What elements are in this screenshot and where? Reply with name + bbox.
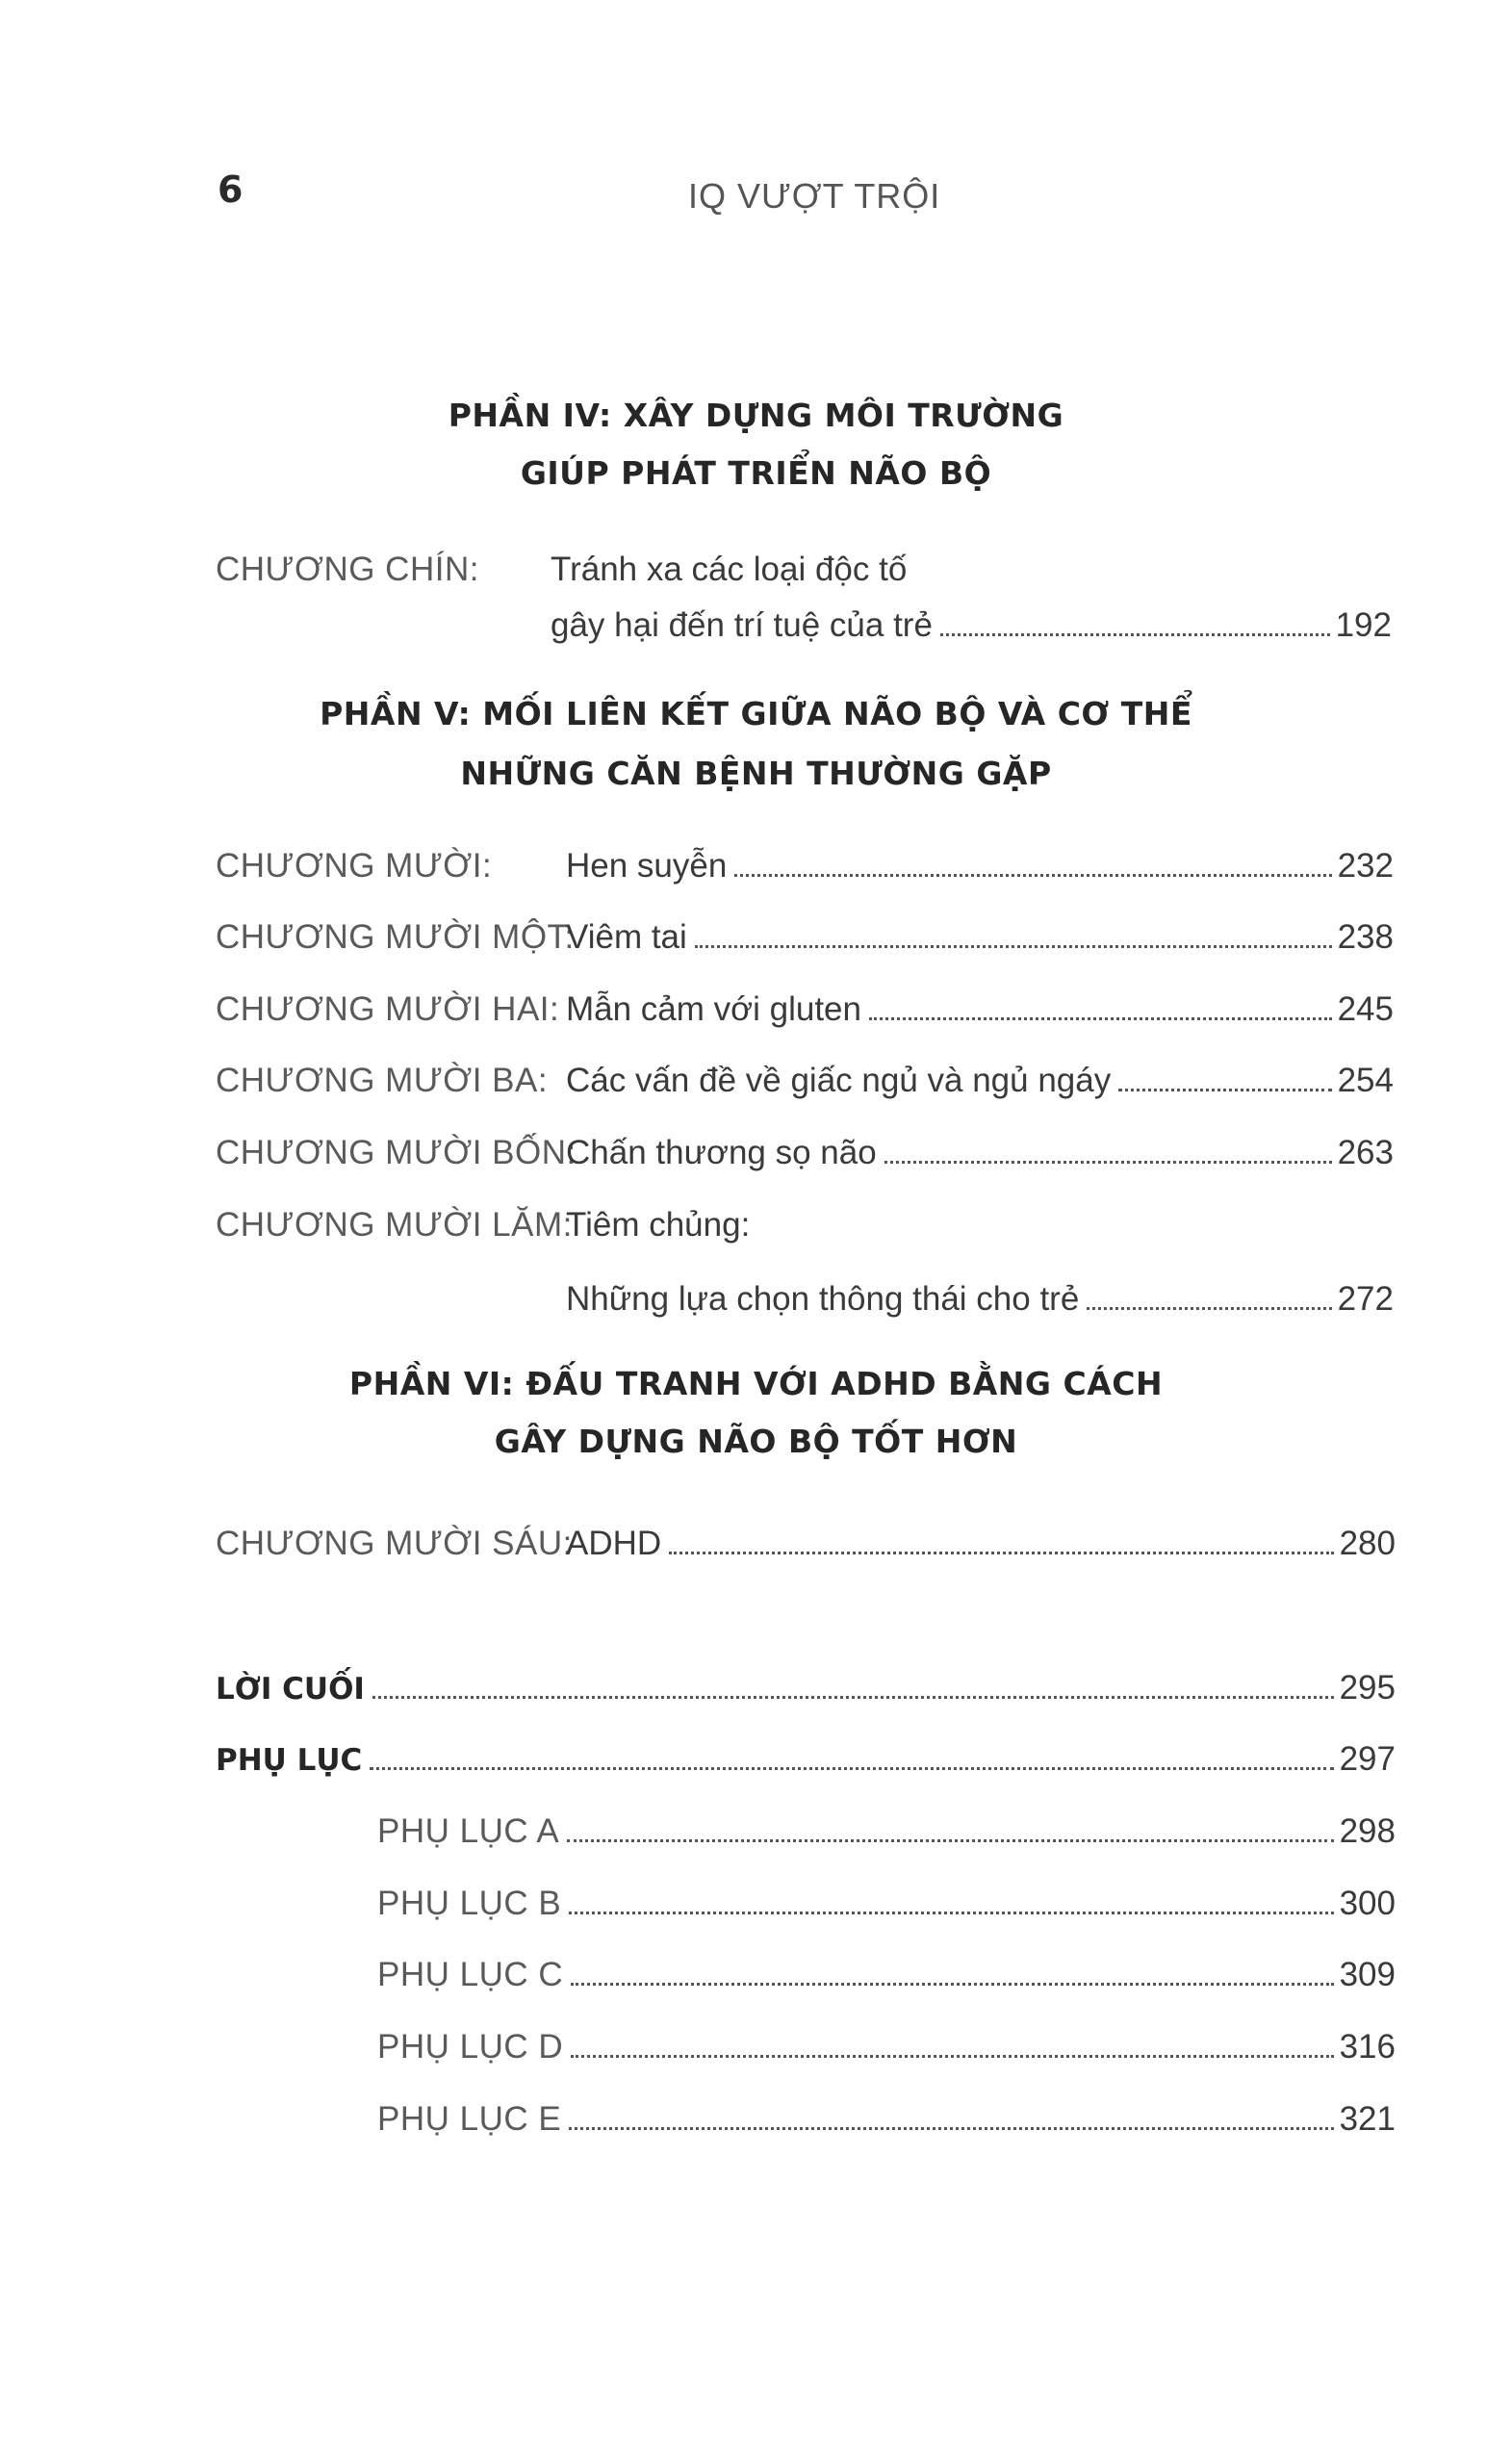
appendix-d-title: PHỤ LỤC D <box>377 2028 564 2066</box>
chapter-15-entry[interactable] <box>566 1280 1394 1319</box>
chapter-14-entry[interactable] <box>566 1134 1394 1172</box>
dot-leader <box>370 1767 1333 1770</box>
dot-leader <box>571 1983 1333 1986</box>
dot-leader <box>571 2055 1333 2058</box>
chapter-9-title-line-2: gây hại đến trí tuệ của trẻ <box>551 606 933 644</box>
dot-leader <box>372 1696 1334 1699</box>
dot-leader <box>869 1017 1332 1020</box>
appendix-b-page: 300 <box>1339 1885 1396 1922</box>
chapter-10-page: 232 <box>1337 847 1394 885</box>
part-4-title-line-2: GIÚP PHÁT TRIỂN NÃO BỘ <box>520 454 992 492</box>
chapter-16-title: ADHD <box>566 1525 662 1562</box>
chapter-11-label: CHƯƠNG MƯỜI MỘT: <box>216 918 575 956</box>
chapter-15-title-line-2: Những lựa chọn thông thái cho trẻ <box>566 1280 1080 1318</box>
chapter-14-title: Chấn thương sọ não <box>566 1134 877 1171</box>
chapter-10-entry[interactable] <box>566 847 1394 886</box>
appendix-e-page: 321 <box>1339 2100 1396 2138</box>
chapter-9-entry[interactable] <box>551 606 1392 645</box>
chapter-11-title: Viêm tai <box>566 918 687 956</box>
chapter-9-label: CHƯƠNG CHÍN: <box>216 551 479 588</box>
chapter-12-page: 245 <box>1337 990 1394 1028</box>
chapter-16-label: CHƯƠNG MƯỜI SÁU: <box>216 1525 573 1562</box>
chapter-13-label: CHƯƠNG MƯỜI BA: <box>216 1062 549 1099</box>
appendix-a-title: PHỤ LỤC A <box>377 1812 560 1850</box>
appendix-d-page: 316 <box>1339 2028 1396 2066</box>
chapter-13-title: Các vấn đề về giấc ngủ và ngủ ngáy <box>566 1062 1112 1099</box>
dot-leader <box>669 1552 1333 1554</box>
part-5-title-line-2: NHỮNG CĂN BỆNH THƯỜNG GẶP <box>460 755 1052 792</box>
chapter-11-page: 238 <box>1337 918 1394 956</box>
page-number: 6 <box>218 168 243 211</box>
chapter-10-label: CHƯƠNG MƯỜI: <box>216 847 493 885</box>
dot-leader <box>1087 1307 1331 1310</box>
dot-leader <box>940 633 1330 636</box>
chapter-12-title: Mẫn cảm với gluten <box>566 990 861 1028</box>
appendix-d-entry[interactable] <box>377 2028 1396 2066</box>
running-title: IQ VƯỢT TRỘI <box>688 176 941 216</box>
chapter-16-entry[interactable] <box>566 1525 1396 1563</box>
dot-leader <box>695 945 1332 948</box>
chapter-14-page: 263 <box>1337 1134 1394 1171</box>
appendix-title: PHỤ LỤC <box>216 1743 363 1778</box>
dot-leader <box>884 1161 1332 1164</box>
appendix-e-entry[interactable] <box>377 2100 1396 2139</box>
appendix-b-title: PHỤ LỤC B <box>377 1885 562 1922</box>
dot-leader <box>1118 1089 1331 1091</box>
appendix-c-entry[interactable] <box>377 1956 1396 1994</box>
appendix-entry[interactable] <box>216 1740 1396 1779</box>
chapter-15-title-line-1: Tiêm chủng: <box>566 1206 751 1244</box>
chapter-14-label: CHƯƠNG MƯỜI BỐN: <box>216 1134 577 1171</box>
appendix-a-page: 298 <box>1339 1812 1396 1850</box>
appendix-page: 297 <box>1339 1740 1396 1778</box>
dot-leader <box>569 1912 1333 1914</box>
part-4-title-line-1: PHẦN IV: XÂY DỰNG MÔI TRƯỜNG <box>448 397 1064 434</box>
chapter-13-entry[interactable] <box>566 1062 1394 1100</box>
dot-leader <box>567 1839 1333 1842</box>
chapter-15-label: CHƯƠNG MƯỜI LĂM: <box>216 1206 573 1244</box>
chapter-11-entry[interactable] <box>566 918 1394 957</box>
chapter-16-page: 280 <box>1339 1525 1396 1562</box>
chapter-10-title: Hen suyễn <box>566 847 728 885</box>
appendix-a-entry[interactable] <box>377 1812 1396 1851</box>
chapter-9-page: 192 <box>1335 606 1392 644</box>
part-6-title-line-2: GÂY DỰNG NÃO BỘ TỐT HƠN <box>494 1423 1018 1460</box>
part-6-title-line-1: PHẦN VI: ĐẤU TRANH VỚI ADHD BẰNG CÁCH <box>348 1365 1164 1402</box>
dot-leader <box>569 2127 1333 2130</box>
chapter-15-page: 272 <box>1337 1280 1394 1318</box>
afterword-entry[interactable] <box>216 1669 1396 1707</box>
chapter-12-label: CHƯƠNG MƯỜI HAI: <box>216 990 560 1028</box>
part-5-title-line-1: PHẦN V: MỐI LIÊN KẾT GIỮA NÃO BỘ VÀ CƠ THỂ <box>320 695 1192 732</box>
appendix-c-page: 309 <box>1339 1956 1396 1993</box>
chapter-9-title-line-1: Tránh xa các loại độc tố <box>551 551 908 588</box>
appendix-c-title: PHỤ LỤC C <box>377 1956 564 1993</box>
afterword-page: 295 <box>1339 1669 1396 1707</box>
appendix-e-title: PHỤ LỤC E <box>377 2100 562 2138</box>
chapter-13-page: 254 <box>1337 1062 1394 1099</box>
afterword-title: LỜI CUỐI <box>216 1672 365 1707</box>
appendix-b-entry[interactable] <box>377 1885 1396 1923</box>
chapter-12-entry[interactable] <box>566 990 1394 1029</box>
dot-leader <box>734 874 1331 877</box>
